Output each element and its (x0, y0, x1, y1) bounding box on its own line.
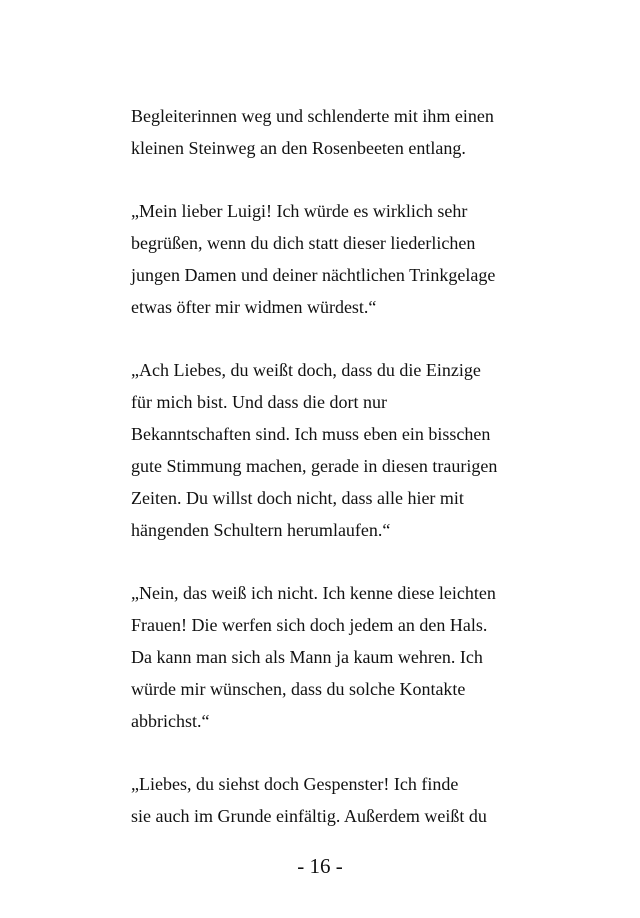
text-line: „Mein lieber Luigi! Ich würde es wirklich sehr (131, 201, 468, 221)
paragraph (131, 577, 531, 737)
text-line: kleinen Steinweg an den Rosenbeeten entlang. (131, 138, 466, 158)
text-line: „Liebes, du siehst doch Gespenster! Ich finde (131, 774, 459, 794)
text-line: „Nein, das weiß ich nicht. Ich kenne diese leichten (131, 583, 496, 603)
paragraph (131, 195, 531, 323)
text-line: sie auch im Grunde einfältig. Außerdem weißt du (131, 806, 487, 826)
page-number: - 16 - (297, 854, 343, 878)
text-line: etwas öfter mir widmen würdest.“ (131, 297, 377, 317)
text-line: hängenden Schultern herumlaufen.“ (131, 520, 391, 540)
text-line: gute Stimmung machen, gerade in diesen traurigen (131, 456, 498, 476)
text-line: Da kann man sich als Mann ja kaum wehren. Ich (131, 647, 483, 667)
text-line: Zeiten. Du willst doch nicht, dass alle hier mit (131, 488, 464, 508)
text-line: abbrichst.“ (131, 711, 210, 731)
paragraph (131, 354, 531, 546)
text-line: „Ach Liebes, du weißt doch, dass du die Einzige (131, 360, 481, 380)
text-line: jungen Damen und deiner nächtlichen Trinkgelage (131, 265, 496, 285)
text-line: würde mir wünschen, dass du solche Kontakte (131, 679, 466, 699)
text-line: Frauen! Die werfen sich doch jedem an den Hals. (131, 615, 488, 635)
text-line: begrüßen, wenn du dich statt dieser liederlichen (131, 233, 476, 253)
text-line: Begleiterinnen weg und schlenderte mit ihm einen (131, 106, 494, 126)
text-line: für mich bist. Und dass die dort nur (131, 392, 387, 412)
text-line: Bekanntschaften sind. Ich muss eben ein bisschen (131, 424, 491, 444)
paragraph (131, 100, 531, 164)
paragraph (131, 768, 531, 832)
body-text (131, 100, 531, 863)
